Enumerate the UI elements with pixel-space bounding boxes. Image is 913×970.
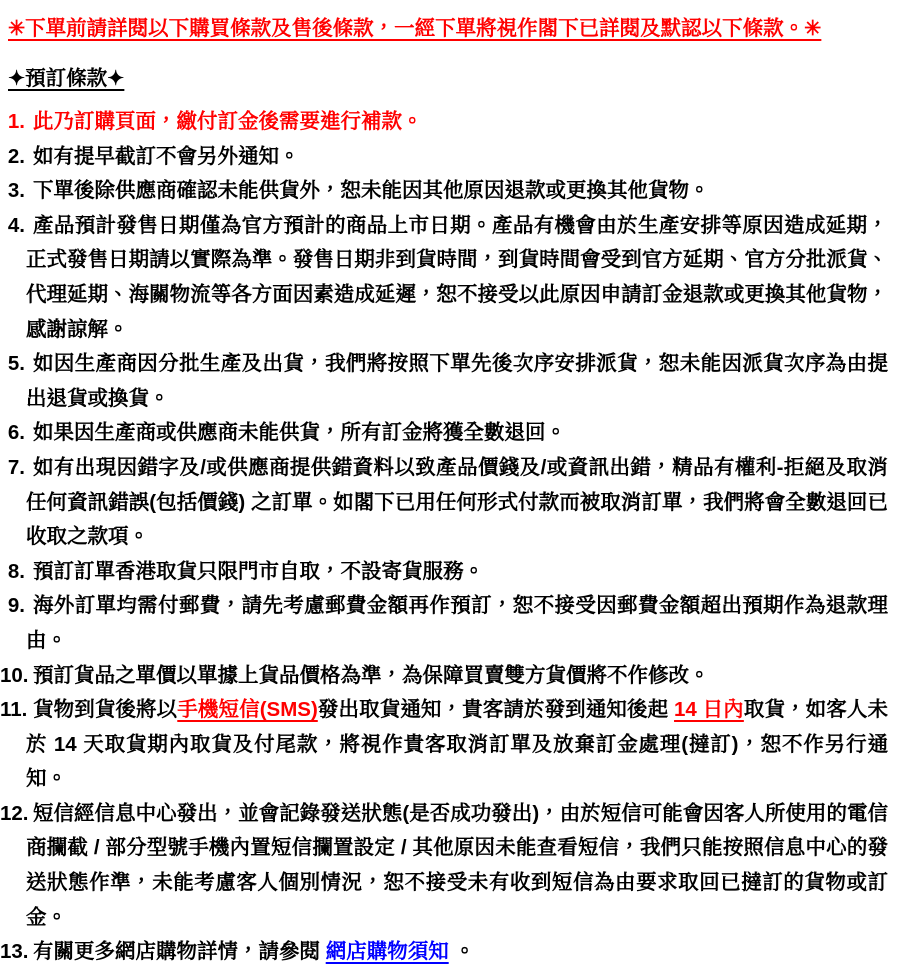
term-number: 8. (7, 559, 25, 583)
term-item-13 (0, 935, 913, 970)
term-item-1 (0, 105, 913, 140)
term-number: 9. (7, 594, 25, 618)
term-text: 短信經信息中心發出，並會記錄發送狀態(是否成功發出)，由於短信可能會因客人所使用的電信商攔截 / 部分型號手機內置短信攔置設定 / 其他原因未能查看短信，我們只能按照信息中心的發送狀態作準，未能考慮客人個別情況，恕不接受未有收到短信為由要求取回已撻訂的貨物或訂金。 (26, 801, 888, 929)
term-number: 4. (7, 213, 25, 237)
term-item-2 (0, 140, 913, 175)
terms-list (0, 105, 913, 970)
term-number: 7. (7, 455, 25, 479)
term-item-12 (0, 797, 913, 935)
clipped-text-top (0, 0, 913, 5)
term-item-11 (0, 693, 913, 797)
term-text: 下單後除供應商確認未能供貨外，恕未能因其他原因退款或更換其他貨物。 (33, 179, 710, 203)
term-text: 有關更多網店購物詳情，請參閱 (33, 940, 326, 964)
term-text: 如有出現因錯字及/或供應商提供錯資料以致產品價錢及/或資訊出錯，精品有權利-拒絕及取消任何資訊錯誤(包括價錢) 之訂單。如閣下已用任何形式付款而被取消訂單，我們將會全數退回已收取之款項。 (26, 455, 888, 549)
term-item-10 (0, 659, 913, 694)
term-text: 如有提早截訂不會另外通知。 (33, 144, 300, 168)
term-text: 發出取貨通知，貴客請於發到通知後起 (317, 698, 675, 722)
term-number: 5. (7, 352, 25, 376)
shop-notice-link[interactable]: 網店購物須知 (325, 940, 449, 964)
term-text: 。 (448, 940, 475, 964)
clipped-text-top-line (8, 0, 913, 5)
term-text: 預訂貨品之單價以單據上貨品價格為準，為保障買賣雙方貨價將不作修改。 (33, 663, 710, 687)
section-title-preorder-terms: ✦預訂條款✦ (8, 67, 125, 90)
term-item-6 (0, 416, 913, 451)
term-text: 此乃訂購頁面，繳付訂金後需要進行補款。 (33, 110, 423, 133)
term-item-4 (0, 209, 913, 347)
term-item-5 (0, 347, 913, 416)
sms-highlight: 手機短信(SMS) (177, 698, 318, 722)
term-item-7 (0, 451, 913, 555)
term-number: 13. (0, 940, 29, 964)
term-text: 取貨，如客人未於 14 天取貨期內取貨及付尾款，將視作貴客取消訂單及放棄訂金處理(撻訂)，恕不作另行通知。 (26, 698, 889, 791)
term-number: 6. (7, 421, 25, 445)
term-text: 貨物到貨後將以 (33, 698, 178, 722)
term-number: 12. (0, 801, 29, 825)
term-text: 如果因生產商或供應商未能供貨，所有訂金將獲全數退回。 (33, 421, 566, 445)
pickup-deadline-highlight: 14 日內 (674, 698, 744, 722)
term-text: 產品預計發售日期僅為官方預計的商品上市日期。產品有機會由於生產安排等原因造成延期，正式發售日期請以實際為準。發售日期非到貨時間，到貨時間會受到官方延期、官方分批派貨、代理延期、海關物流等各方面因素造成延遲，恕不接受以此原因申請訂金退款或更換其他貨物，感謝諒解。 (26, 213, 888, 341)
term-text: 如因生產商因分批生產及出貨，我們將按照下單先後次序安排派貨，恕未能因派貨次序為由提出退貨或換貨。 (26, 352, 888, 410)
term-text: 預訂訂單香港取貨只限門市自取，不設寄貨服務。 (33, 559, 484, 583)
term-number: 1. (7, 110, 25, 133)
term-item-9 (0, 589, 913, 658)
term-text: 海外訂單均需付郵費，請先考慮郵費金額再作預訂，恕不接受因郵費金額超出預期作為退款理由。 (26, 594, 888, 652)
term-number: 2. (7, 144, 25, 168)
term-number: 11. (0, 698, 28, 722)
term-number: 3. (7, 179, 25, 203)
term-number: 10. (0, 663, 29, 687)
purchase-terms-warning: ✳下單前請詳閱以下購買條款及售後條款，一經下單將視作閣下已詳閱及默認以下條款。✳ (8, 17, 822, 40)
term-item-8 (0, 555, 913, 590)
term-item-3 (0, 174, 913, 209)
